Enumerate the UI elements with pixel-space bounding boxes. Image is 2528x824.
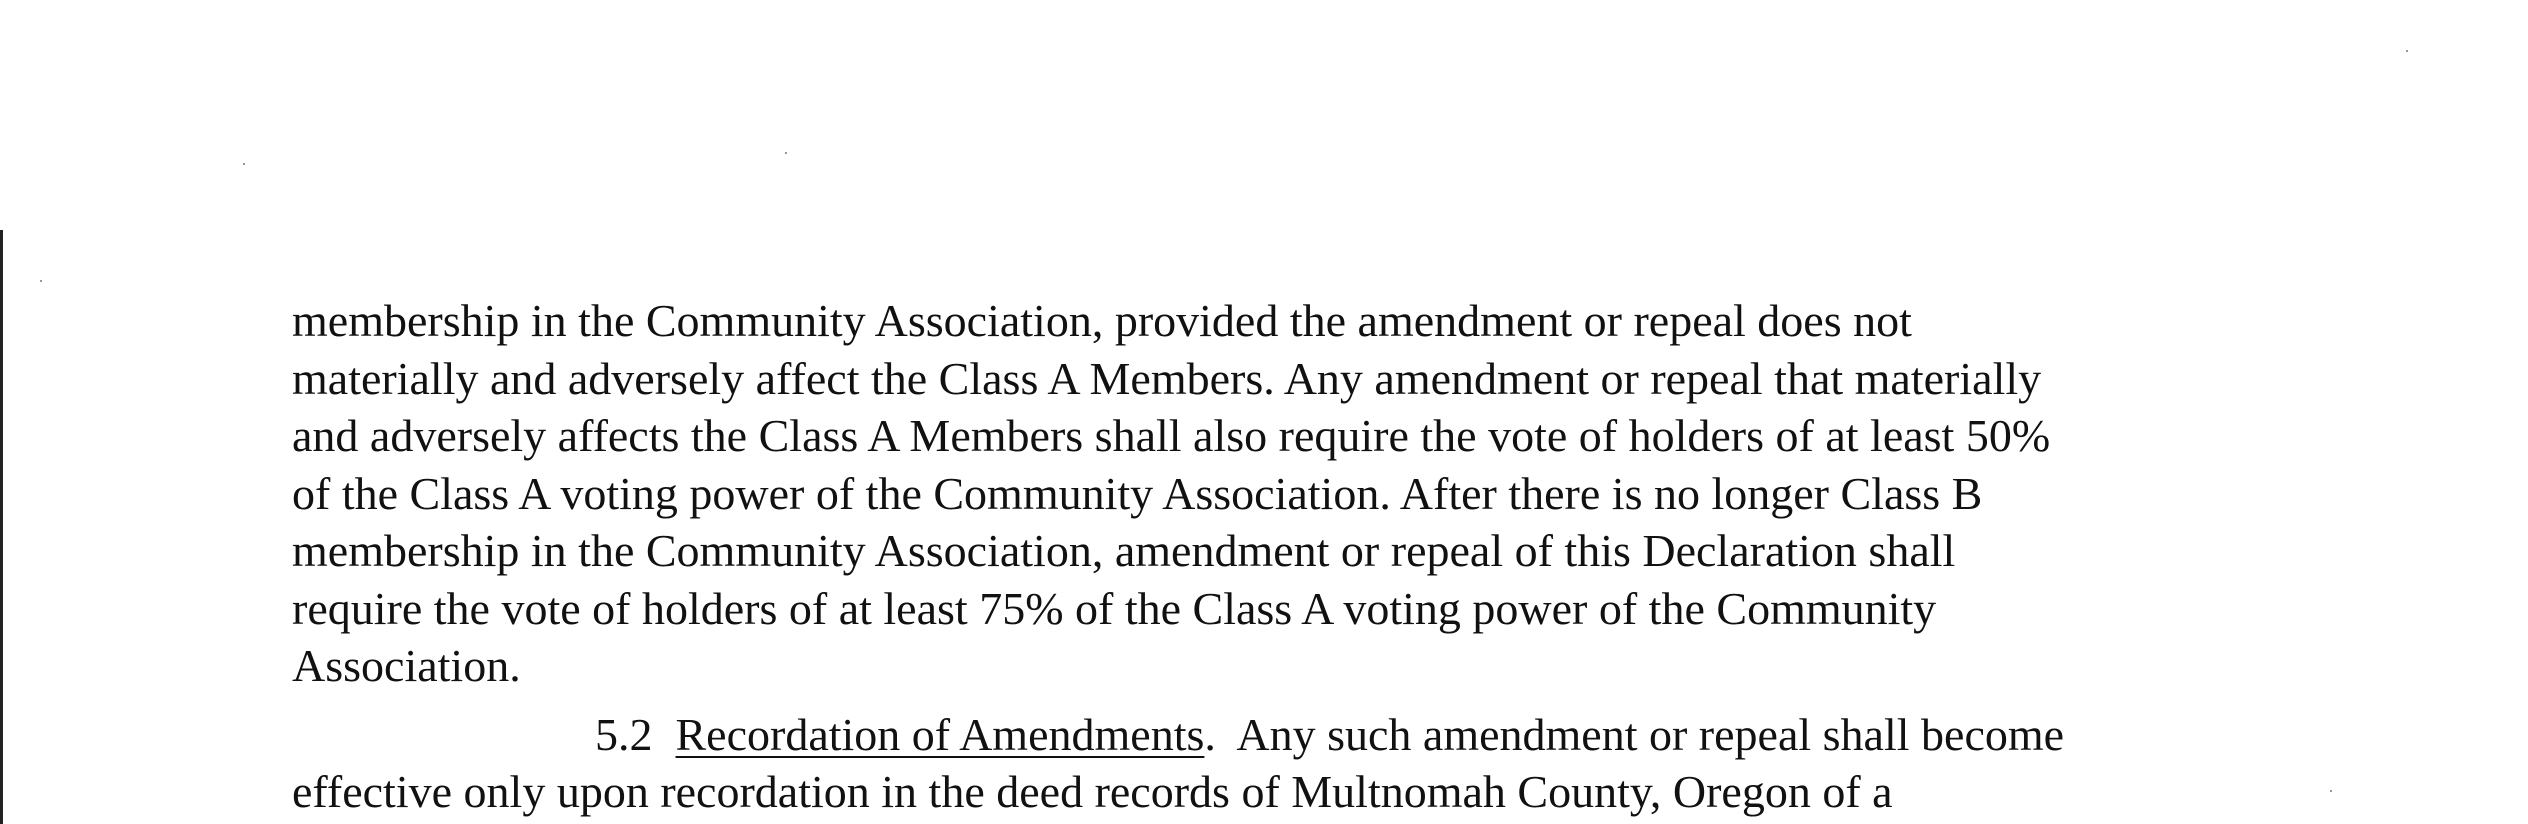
scan-speck <box>2406 50 2408 52</box>
document-body <box>292 292 2392 821</box>
text-line: membership in the Community Association, amendment or repeal of this Declaration shall <box>292 525 1956 576</box>
scan-edge-rule <box>0 230 3 824</box>
section-first-line <box>292 706 2392 764</box>
paragraph-amendment-voting <box>292 292 2392 695</box>
scan-speck <box>243 163 245 165</box>
text-line: membership in the Community Association, provided the amendment or repeal does not <box>292 295 1912 346</box>
text-line: require the vote of holders of at least 75% of the Class A voting power of the Community <box>292 582 1937 634</box>
text-line: Association. <box>292 640 521 691</box>
text-line: Any such amendment or repeal shall become <box>1236 708 2065 760</box>
section-5-2 <box>292 706 2392 821</box>
section-heading-punct: . <box>1204 708 1216 760</box>
text-line: effective only upon recordation in the deed records of Multnomah County, Oregon of a <box>292 766 1893 817</box>
section-number: 5.2 <box>595 708 653 760</box>
text-line: and adversely affects the Class A Members shall also require the vote of holders of at least 50% <box>292 410 2051 461</box>
scan-speck <box>40 280 42 282</box>
scan-speck <box>785 152 787 154</box>
text-line: materially and adversely affect the Class A Members. Any amendment or repeal that materially <box>292 352 2042 404</box>
text-line: of the Class A voting power of the Community Association. After there is no longer Class B <box>292 467 1983 519</box>
section-heading: Recordation of Amendments <box>675 708 1205 760</box>
